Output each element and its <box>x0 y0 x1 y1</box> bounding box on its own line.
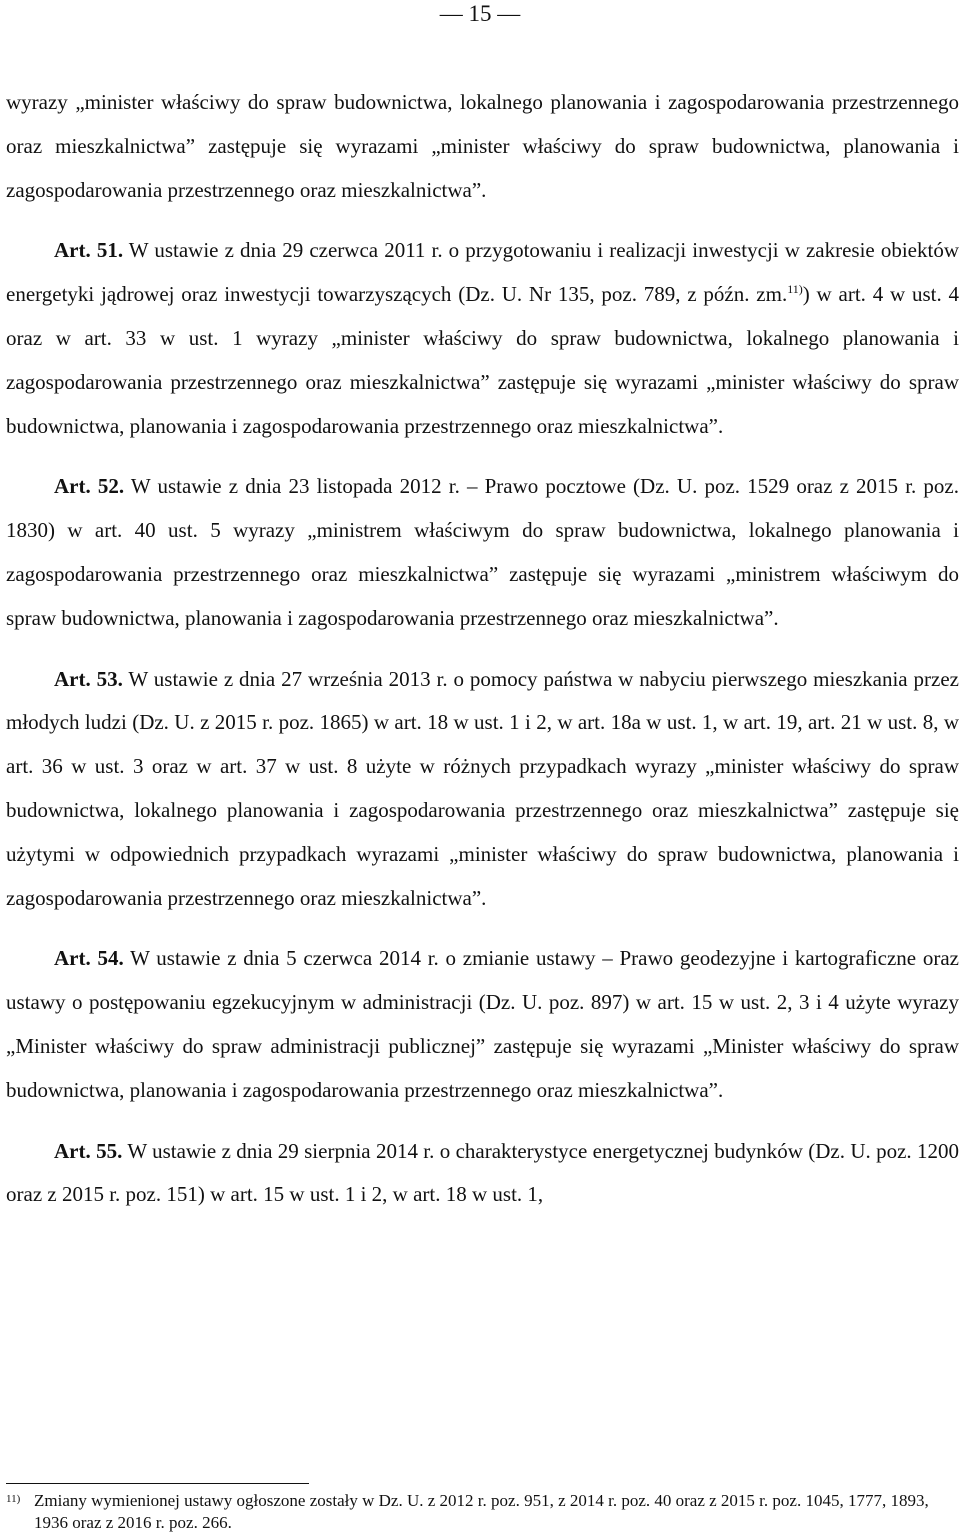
article-55 <box>6 1130 959 1218</box>
article-label: Art. 55. <box>54 1138 123 1163</box>
article-text: W ustawie z dnia 5 czerwca 2014 r. o zmianie ustawy – Prawo geodezyjne i kartograficzne oraz ustawy o postępowaniu egzekucyjnym w administracji (Dz. U. poz. 897) w art. 15 w ust. 2, 3 i 4 użyte wyrazy „Minister właściwy do spraw administracji publicznej” zastępuje się wyrazami „Minister właściwy do spraw budownictwa, planowania i zagospodarowania przestrzennego oraz mieszkalnictwa”. <box>6 946 959 1102</box>
article-52 <box>6 465 959 640</box>
article-text-start: W ustawie z dnia 29 czerwca 2011 r. o przygotowaniu i realizacji inwestycji w zakresie obiektów energetyki jądrowej oraz inwestycji towarzyszących (Dz. U. Nr 135, poz. 789, z późn. zm. <box>6 238 959 307</box>
article-54 <box>6 937 959 1112</box>
page-number: — 15 — <box>439 1 521 26</box>
article-53 <box>6 658 959 921</box>
article-label: Art. 54. <box>54 946 124 971</box>
article-label: Art. 53. <box>54 666 123 691</box>
footnote-divider <box>6 1483 309 1484</box>
article-label: Art. 51. <box>54 238 124 263</box>
article-text: W ustawie z dnia 27 września 2013 r. o pomocy państwa w nabyciu pierwszego mieszkania przez młodych ludzi (Dz. U. z 2015 r. poz. 1865) w art. 18 w ust. 1 i 2, w art. 18a w ust. 1, w art. 19, art. 21 w ust. 8, w art. 36 w ust. 3 oraz w art. 37 w ust. 8 użyte w różnych przypadkach wyrazy „minister właściwy do spraw budownictwa, lokalnego planowania i zagospodarowania przestrzennego oraz mieszkalnictwa” zastępuje się użytymi w odpowiednich przypadkach wyrazami „minister właściwy do spraw budownictwa, planowania i zagospodarowania przestrzennego oraz mieszkalnictwa”. <box>6 666 959 910</box>
document-body <box>6 81 959 1217</box>
paragraph-continuation <box>6 81 959 212</box>
article-label: Art. 52. <box>54 474 125 499</box>
article-text: W ustawie z dnia 29 sierpnia 2014 r. o charakterystyce energetycznej budynków (Dz. U. poz. 1200 oraz z 2015 r. poz. 151) w art. 15 w ust. 1 i 2, w art. 18 w ust. 1, <box>6 1138 960 1207</box>
article-text-end: ) w art. 4 w ust. 4 oraz w art. 33 w ust. 1 wyrazy „minister właściwy do spraw budownictwa, lokalnego planowania i zagospodarowania przestrzennego oraz mieszkalnictwa” zastępuje się wyrazami „minister właściwy do spraw budownictwa, planowania i zagospodarowania przestrzennego oraz mieszkalnictwa”. <box>6 282 959 438</box>
paragraph-text: wyrazy „minister właściwy do spraw budownictwa, lokalnego planowania i zagospodarowania przestrzennego oraz mieszkalnictwa” zastępuje się wyrazami „minister właściwy do spraw budownictwa, planowania i zagospodarowania przestrzennego oraz mieszkalnictwa”. <box>6 90 959 202</box>
article-text: W ustawie z dnia 23 listopada 2012 r. – Prawo pocztowe (Dz. U. poz. 1529 oraz z 2015 r. poz. 1830) w art. 40 ust. 5 wyrazy „ministrem właściwym do spraw budownictwa, lokalnego planowania i zagospodarowania przestrzennego oraz mieszkalnictwa” zastępuje się wyrazami „ministrem właściwym do spraw budownictwa, planowania i zagospodarowania przestrzennego oraz mieszkalnictwa”. <box>6 474 959 630</box>
footnote-text: Zmiany wymienionej ustawy ogłoszone zostały w Dz. U. z 2012 r. poz. 951, z 2014 r. poz. 40 oraz z 2015 r. poz. 1045, 1777, 1893, 1936 oraz z 2016 r. poz. 266. <box>34 1491 929 1532</box>
article-51 <box>6 229 959 448</box>
footnote <box>6 1490 959 1534</box>
footnote-mark: 11) <box>6 1493 21 1505</box>
footnote-reference[interactable]: 11) <box>787 282 803 297</box>
